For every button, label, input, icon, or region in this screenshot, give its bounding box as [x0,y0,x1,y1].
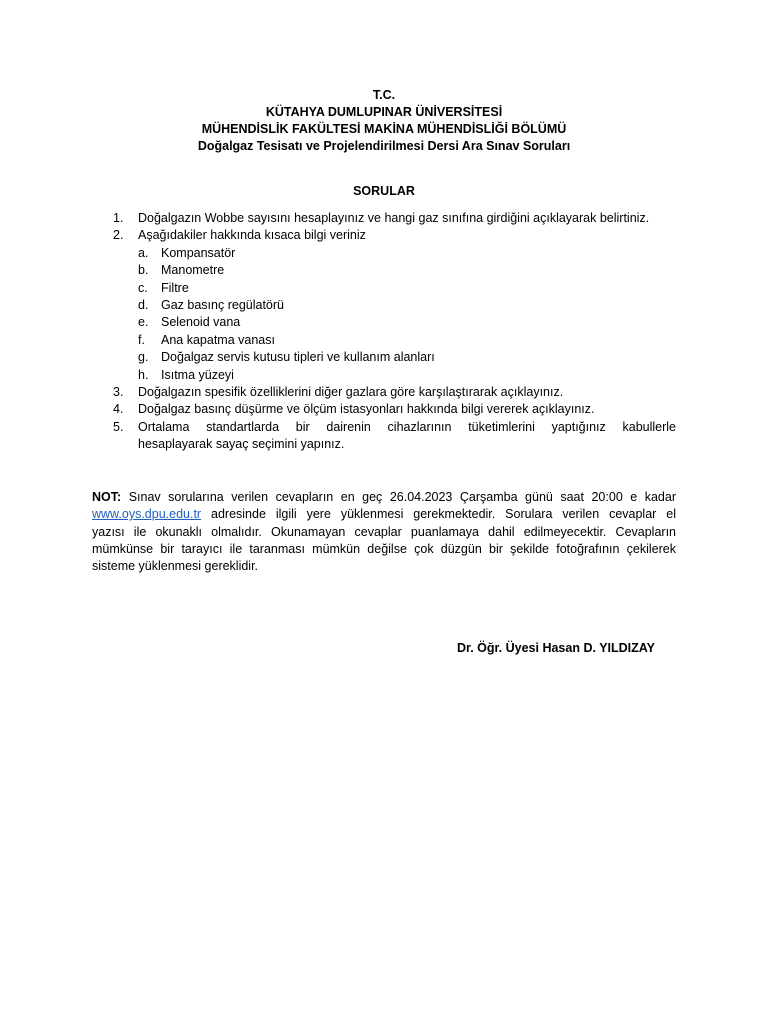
question-text-line1: Ortalama standartlarda bir dairenin cihazlarının tüketimlerini yaptığınız kabullerle [138,419,676,434]
note-line-2 [92,506,676,523]
question-number: 4. [113,402,124,417]
sub-item-text: Manometre [161,263,225,278]
sub-item-text: Ana kapatma vanası [161,332,275,347]
header-faculty-department: MÜHENDİSLİK FAKÜLTESİ MAKİNA MÜHENDİSLİĞİ BÖLÜMÜ [201,122,567,136]
question-4 [106,401,676,418]
question-number: 5. [113,419,124,434]
sub-item-text: Selenoid vana [161,315,241,330]
section-title-sorular: SORULAR [353,184,415,198]
note-text-line2: adresinde ilgili yere yüklenmesi gerekmektedir. Sorulara verilen cevaplar el [211,507,676,522]
sub-item-letter: f. [138,332,145,347]
question-text: Doğalgazın Wobbe sayısını hesaplayınız ve hangi gaz sınıfına girdiğini açıklayarak belirtiniz. [138,211,650,225]
sub-item-f [106,332,676,349]
sub-item-letter: d. [138,298,149,313]
instructor-signature: Dr. Öğr. Üyesi Hasan D. YILDIZAY [457,641,655,655]
sub-item-g [106,349,676,366]
document-header [0,87,768,155]
question-text-line2: hesaplayarak sayaç seçimini yapınız. [138,437,345,452]
note-line-1 [92,489,676,506]
note-line-3: yazısı ile okunaklı olmalıdır. Okunamayan cevaplar puanlamaya dahil edilmeyecektir. Cevapların [92,524,676,539]
sub-item-letter: e. [138,315,149,330]
sub-item-letter: h. [138,367,149,382]
question-2 [106,227,676,244]
sub-item-e [106,314,676,331]
note-label: NOT: [92,490,122,504]
sub-item-text: Isıtma yüzeyi [161,367,234,382]
question-5 [106,419,676,454]
sub-item-d [106,297,676,314]
header-university: KÜTAHYA DUMLUPINAR ÜNİVERSİTESİ [265,105,503,119]
question-text: Doğalgazın spesifik özelliklerini diğer gazlara göre karşılaştırarak açıklayınız. [138,385,564,400]
note-line-5: sisteme yüklenmesi gereklidir. [92,559,259,574]
submission-note [92,489,676,575]
question-1 [106,210,676,227]
note-text-line1: Sınav sorularına verilen cevapların en geç 26.04.2023 Çarşamba günü saat 20:00 e kadar [128,490,676,504]
question-number: 3. [113,385,124,400]
question-list [106,210,676,454]
question-2-sublist [106,245,676,384]
question-number: 1. [113,211,124,225]
sub-item-c [106,280,676,297]
sub-item-text: Doğalgaz servis kutusu tipleri ve kullanım alanları [161,350,435,365]
sub-item-a [106,245,676,262]
header-exam-title: Doğalgaz Tesisatı ve Projelendirilmesi Dersi Ara Sınav Soruları [197,139,571,153]
question-text: Doğalgaz basınç düşürme ve ölçüm istasyonları hakkında bilgi vererek açıklayınız. [138,402,595,417]
sub-item-b [106,262,676,279]
sub-item-text: Filtre [161,280,189,295]
question-number: 2. [113,228,124,243]
note-line-4: mümkünse bir tarayıcı ile taranması mümkün değilse çok düzgün bir şekilde fotoğrafının çekilerek [92,541,676,556]
oys-link[interactable]: www.oys.dpu.edu.tr [92,507,202,522]
sub-item-letter: g. [138,350,149,365]
question-3 [106,384,676,401]
question-text: Aşağıdakiler hakkında kısaca bilgi veriniz [138,228,366,243]
sub-item-letter: b. [138,263,149,278]
header-line-tc: T.C. [372,88,396,102]
sub-item-text: Gaz basınç regülatörü [161,298,284,313]
sub-item-text: Kompansatör [161,245,236,260]
sub-item-letter: c. [138,280,148,295]
sub-item-h [106,367,676,384]
sub-item-letter: a. [138,245,149,260]
